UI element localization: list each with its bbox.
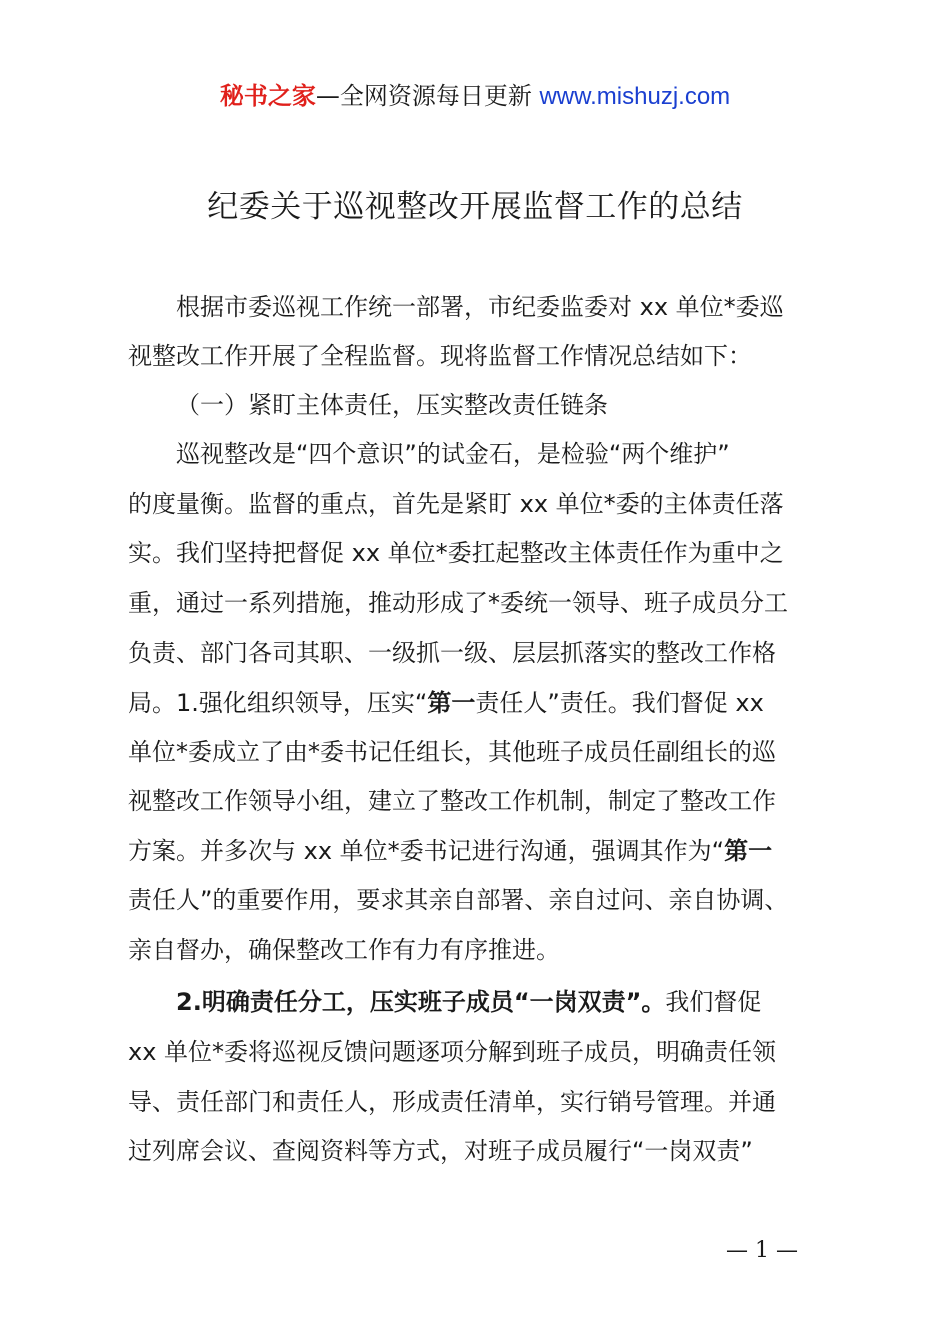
- text-line: 过列席会议、查阅资料等方式，对班子成员履行“一岗双责”: [128, 1137, 753, 1165]
- brand-name: 秘书之家: [219, 82, 316, 110]
- text-line: 视整改工作开展了全程监督。现将监督工作情况总结如下：: [128, 342, 752, 370]
- text-line: 视整改工作领导小组，建立了整改工作机制，制定了整改工作: [128, 787, 776, 815]
- site-header: [0, 80, 950, 113]
- text-line: 负责、部门各司其职、一级抓一级、层层抓落实的整改工作格: [128, 639, 776, 667]
- section-heading: （一）紧盯主体责任，压实整改责任链条: [176, 391, 608, 419]
- text-line: xx 单位*委将巡视反馈问题逐项分解到班子成员，明确责任领: [128, 1038, 777, 1066]
- text-line: 重，通过一系列措施，推动形成了*委统一领导、班子成员分工: [128, 589, 788, 617]
- text-line: 2.明确责任分工，压实班子成员“一岗双责”。我们督促: [176, 988, 762, 1016]
- text-line: 方案。并多次与 xx 单位*委书记进行沟通，强调其作为“第一: [128, 837, 773, 865]
- text-line: 单位*委成立了由*委书记任组长，其他班子成员任副组长的巡: [128, 738, 776, 766]
- text-line: 亲自督办，确保整改工作有力有序推进。: [128, 936, 560, 964]
- text-line: 责任人”的重要作用，要求其亲自部署、亲自过问、亲自协调、: [128, 886, 789, 914]
- header-slogan: —全网资源每日更新: [315, 82, 540, 110]
- text-line: 的度量衡。监督的重点，首先是紧盯 xx 单位*委的主体责任落: [128, 490, 784, 518]
- text-line: 巡视整改是“四个意识”的试金石，是检验“两个维护”: [176, 440, 730, 468]
- site-url-link[interactable]: www.mishuzj.com: [539, 83, 731, 110]
- text-line: 实。我们坚持把督促 xx 单位*委扛起整改主体责任作为重中之: [128, 539, 784, 567]
- text-line: 局。1.强化组织领导，压实“第一责任人”责任。我们督促 xx: [128, 689, 764, 717]
- text-line: 根据市委巡视工作统一部署，市纪委监委对 xx 单位*委巡: [176, 293, 784, 321]
- page-number: — 1 —: [726, 1238, 798, 1263]
- document-title: 纪委关于巡视整改开展监督工作的总结: [207, 189, 743, 225]
- text-line: 导、责任部门和责任人，形成责任清单，实行销号管理。并通: [128, 1088, 776, 1116]
